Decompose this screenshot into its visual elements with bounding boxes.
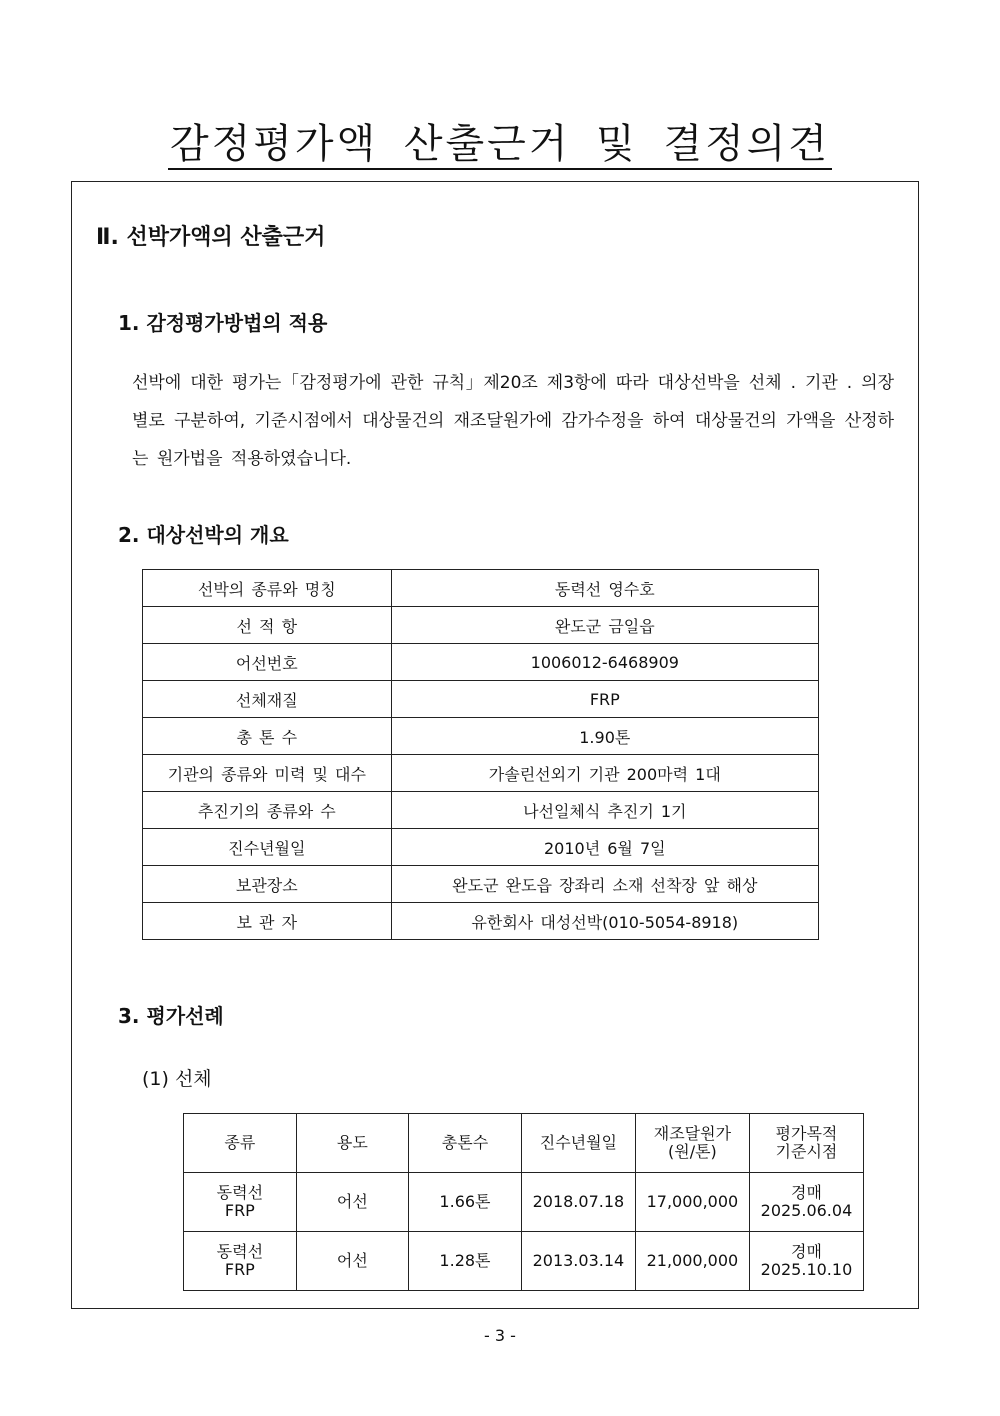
overview-label: 보관장소 xyxy=(143,866,392,903)
overview-row xyxy=(143,792,819,829)
cases-cell: 2013.03.14 xyxy=(521,1232,635,1291)
overview-value: FRP xyxy=(391,681,818,718)
overview-label: 진수년월일 xyxy=(143,829,392,866)
vessel-overview-table xyxy=(142,569,819,940)
overview-value: 동력선 영수호 xyxy=(391,570,818,607)
document-title-wrap xyxy=(0,112,1000,169)
overview-label: 총 톤 수 xyxy=(143,718,392,755)
overview-value: 2010년 6월 7일 xyxy=(391,829,818,866)
page-number: - 3 - xyxy=(484,1326,516,1345)
overview-value: 유한회사 대성선박(010-5054-8918) xyxy=(391,903,818,940)
cases-header-cell: 종류 xyxy=(184,1114,297,1173)
cases-row xyxy=(184,1232,864,1291)
overview-value: 완도군 금일읍 xyxy=(391,607,818,644)
valuation-cases-table xyxy=(183,1113,864,1291)
cases-row xyxy=(184,1173,864,1232)
overview-label: 보 관 자 xyxy=(143,903,392,940)
cases-header-cell: 평가목적 기준시점 xyxy=(749,1114,863,1173)
overview-label: 어선번호 xyxy=(143,644,392,681)
cases-cell: 경매 2025.06.04 xyxy=(749,1173,863,1232)
cases-header-cell: 진수년월일 xyxy=(521,1114,635,1173)
overview-label: 선 적 항 xyxy=(143,607,392,644)
overview-label: 기관의 종류와 미력 및 대수 xyxy=(143,755,392,792)
overview-value: 나선일체식 추진기 1기 xyxy=(391,792,818,829)
cases-cell: 경매 2025.10.10 xyxy=(749,1232,863,1291)
cases-cell: 어선 xyxy=(296,1173,408,1232)
cases-cell: 동력선 FRP xyxy=(184,1232,297,1291)
cases-header-cell: 총톤수 xyxy=(409,1114,522,1173)
overview-label: 선체재질 xyxy=(143,681,392,718)
cases-cell: 1.28톤 xyxy=(409,1232,522,1291)
document-title: 감정평가액 산출근거 및 결정의견 xyxy=(168,121,832,170)
cases-header-cell: 재조달원가 (원/톤) xyxy=(635,1114,749,1173)
overview-row xyxy=(143,755,819,792)
overview-row xyxy=(143,829,819,866)
cases-cell: 2018.07.18 xyxy=(521,1173,635,1232)
overview-row xyxy=(143,644,819,681)
cases-cell: 동력선 FRP xyxy=(184,1173,297,1232)
overview-value: 1006012-6468909 xyxy=(391,644,818,681)
overview-row xyxy=(143,607,819,644)
overview-label: 추진기의 종류와 수 xyxy=(143,792,392,829)
hull-subheading: (1) 선체 xyxy=(142,1068,212,1090)
overview-row xyxy=(143,903,819,940)
section-heading: Ⅱ. 선박가액의 산출근거 xyxy=(96,225,326,250)
cases-header-cell: 용도 xyxy=(296,1114,408,1173)
overview-row xyxy=(143,718,819,755)
content-frame xyxy=(71,181,919,1309)
overview-value: 가솔린선외기 기관 200마력 1대 xyxy=(391,755,818,792)
cases-cell: 어선 xyxy=(296,1232,408,1291)
overview-row xyxy=(143,681,819,718)
overview-label: 선박의 종류와 명칭 xyxy=(143,570,392,607)
overview-row xyxy=(143,866,819,903)
cases-cell: 17,000,000 xyxy=(635,1173,749,1232)
overview-value: 1.90톤 xyxy=(391,718,818,755)
overview-row xyxy=(143,570,819,607)
cases-cell: 1.66톤 xyxy=(409,1173,522,1232)
subsection-heading-1: 1. 감정평가방법의 적용 xyxy=(118,311,328,335)
subsection-heading-2: 2. 대상선박의 개요 xyxy=(118,523,289,547)
cases-cell: 21,000,000 xyxy=(635,1232,749,1291)
overview-value: 완도군 완도읍 장좌리 소재 선착장 앞 해상 xyxy=(391,866,818,903)
subsection-heading-3: 3. 평가선례 xyxy=(118,1004,224,1028)
method-paragraph: 선박에 대한 평가는「감정평가에 관한 규칙」제20조 제3항에 따라 대상선박을 선체 . 기관 . 의장별로 구분하여, 기준시점에서 대상물건의 재조달원가에 감가수정을 하여 대상물건의 가액을 산정하는 원가법을 적용하였습니다. xyxy=(132,373,894,469)
